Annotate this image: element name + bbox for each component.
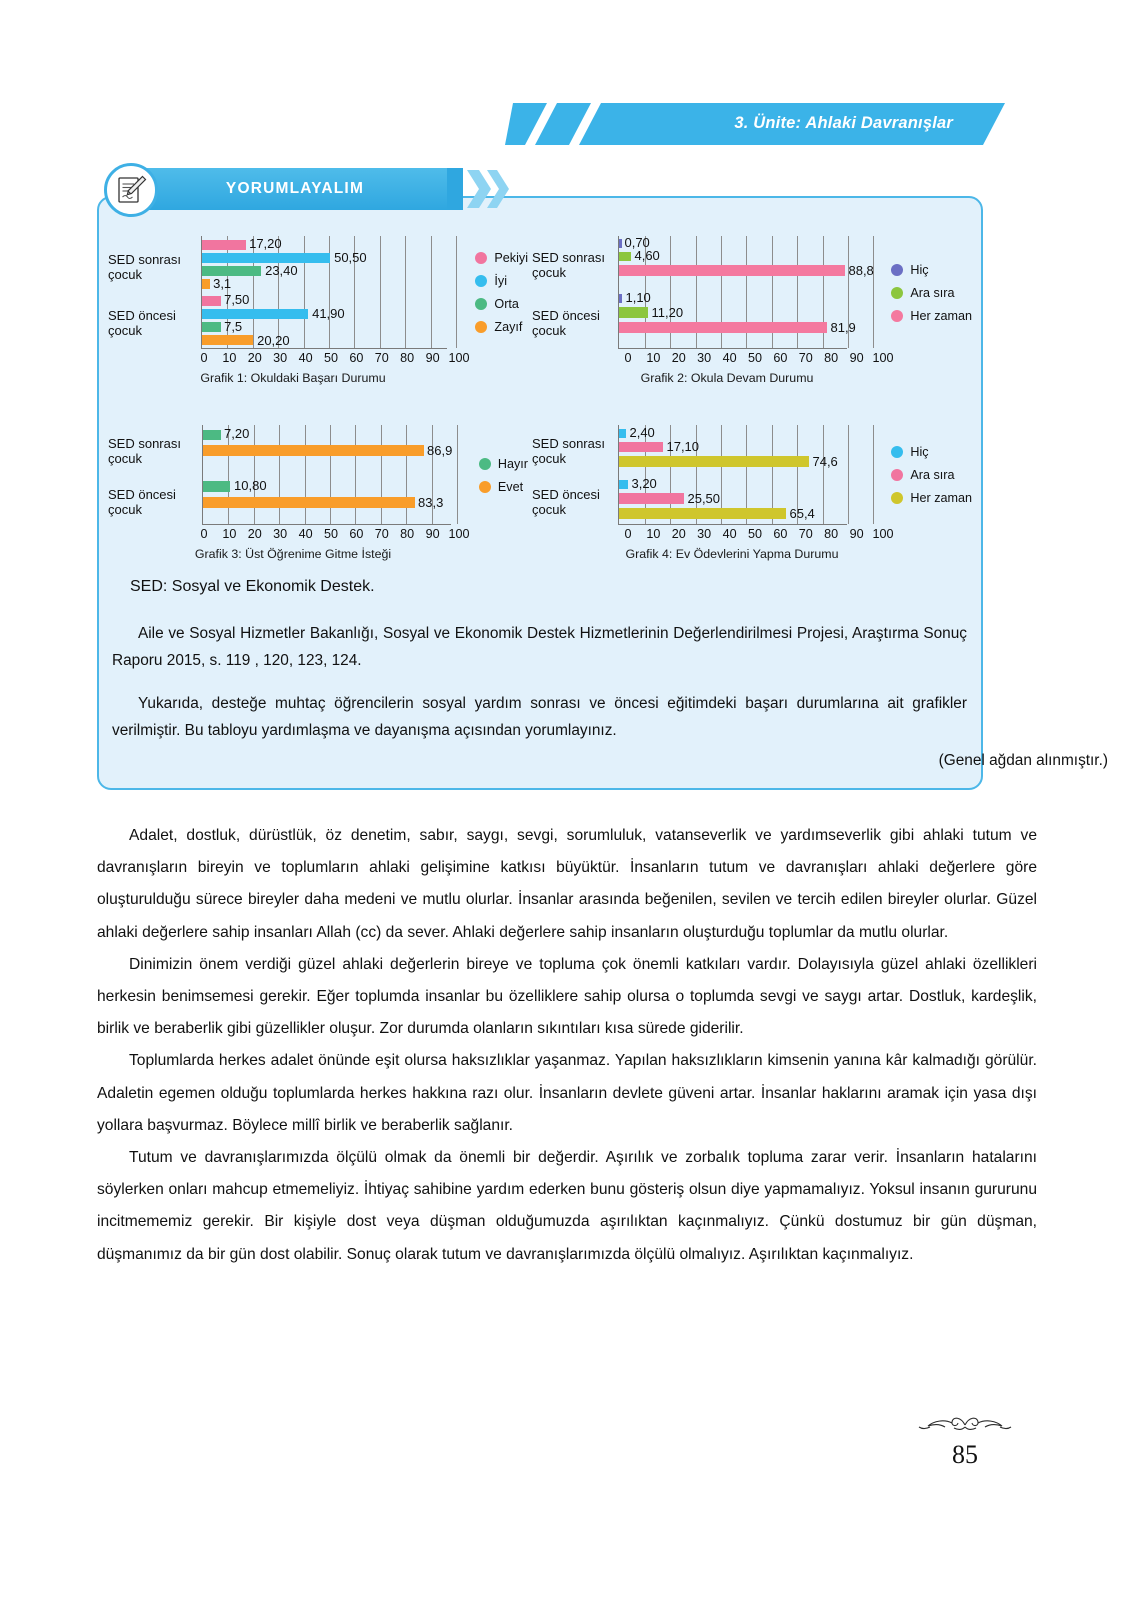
- main-body-text: [97, 820, 1037, 1271]
- axis-tick: 70: [798, 527, 813, 541]
- bar-value: 7,20: [224, 426, 250, 441]
- axis-tick: 70: [374, 527, 389, 541]
- page-footer: [905, 1412, 1025, 1470]
- legend-label: Ara sıra: [910, 285, 955, 300]
- bar-value: 20,20: [257, 333, 290, 348]
- legend-label: Zayıf: [494, 320, 523, 334]
- legend-item: [479, 457, 528, 471]
- activity-source-paragraph: [112, 620, 967, 674]
- legend-swatch: [475, 252, 487, 264]
- sed-abbreviation-note: SED: Sosyal ve Ekonomik Destek.: [130, 578, 375, 595]
- grafik-3: [108, 425, 528, 561]
- grafik-1-category-labels: [108, 236, 201, 349]
- legend-label: Pekiyi: [494, 251, 528, 265]
- axis-tick: 20: [247, 351, 262, 365]
- axis-tick: 30: [697, 351, 712, 365]
- legend-swatch: [891, 492, 903, 504]
- legend-label: Hayır: [497, 456, 528, 471]
- question-text: Yukarıda, desteğe muhtaç öğrencilerin sosyal yardım sonrası ve öncesi eğitimdeki başarı durumlarına ait grafikler verilmiştir. Bu tabloyu yardımlaşma ve dayanışma açısından yorumlayınız.: [112, 695, 967, 739]
- grafik-1-legend: [461, 236, 528, 349]
- axis-tick: 60: [349, 527, 364, 541]
- legend-item: [891, 445, 972, 459]
- axis-tick: 40: [298, 527, 313, 541]
- grafik-4-category-labels: [532, 425, 618, 525]
- grafik-3-caption: Grafik 3: Üst Öğrenime Gitme İsteği: [194, 547, 392, 561]
- bar-pekiyi-oncesi: [202, 296, 221, 306]
- axis-tick: 40: [722, 527, 737, 541]
- grafik-3-x-axis: [200, 527, 470, 545]
- grafik-1-plot: [201, 236, 447, 349]
- category-label: SED sonrası çocuk: [532, 436, 605, 466]
- legend-label: Her zaman: [910, 491, 972, 505]
- bar-hic-sonrasi: [619, 239, 621, 248]
- grafik-3-category-labels: [108, 425, 202, 525]
- axis-tick: 0: [200, 351, 208, 365]
- unit-title: 3. Ünite: Ahlaki Davranışlar: [734, 114, 953, 132]
- legend-swatch: [891, 287, 903, 299]
- bar-value: 3,1: [213, 276, 232, 291]
- bar-value: 81,9: [830, 320, 856, 335]
- bar-value: 88,8: [848, 263, 874, 278]
- axis-tick: 70: [374, 351, 389, 365]
- axis-tick: 20: [247, 527, 262, 541]
- axis-tick: 100: [872, 527, 894, 541]
- bar-herzaman-sonrasi: [619, 265, 845, 276]
- grafik-2-x-axis: [624, 351, 894, 369]
- legend-swatch: [891, 446, 903, 458]
- grafik-2-legend: [877, 236, 972, 349]
- legend-item: [891, 263, 972, 277]
- unit-banner: [505, 103, 1005, 145]
- bar-value: 17,20: [249, 236, 282, 251]
- bar-iyi-oncesi: [202, 309, 308, 319]
- category-label: SED sonrası çocuk: [108, 252, 181, 282]
- source-text: Aile ve Sosyal Hizmetler Bakanlığı, Sosyal ve Ekonomik Destek Hizmetlerinin Değerlendirilmesi Projesi, Araştırma Sonuç Raporu 2015, s. 119 , 120, 123, 124.: [112, 625, 967, 669]
- activity-credit: (Genel ağdan alınmıştır.): [938, 752, 1108, 769]
- legend-item: [891, 468, 972, 482]
- bar-pekiyi-sonrasi: [202, 240, 246, 250]
- axis-tick: 20: [671, 527, 686, 541]
- legend-swatch: [479, 458, 491, 470]
- bar-orta-sonrasi: [202, 266, 261, 276]
- axis-tick: 60: [349, 351, 364, 365]
- grafik-2: [532, 236, 972, 385]
- grafik-4-x-axis: [624, 527, 894, 545]
- legend-label: Hiç: [910, 262, 929, 277]
- grafik-4: [532, 425, 972, 561]
- grafik-2-plot: [618, 235, 874, 349]
- bar-value: 74,6: [812, 454, 838, 469]
- bar-value: 4,60: [634, 248, 660, 263]
- activity-header: [140, 168, 450, 210]
- legend-label: Hiç: [910, 445, 929, 459]
- legend-swatch: [479, 481, 491, 493]
- bar-value: 65,4: [789, 506, 815, 521]
- bar-hic-sonrasi: [619, 429, 625, 438]
- axis-tick: 10: [646, 351, 661, 365]
- legend-label: Evet: [497, 479, 524, 494]
- axis-tick: 80: [400, 527, 415, 541]
- legend-item: [891, 286, 972, 300]
- bar-value: 11,20: [651, 305, 684, 320]
- bar-value: 3,20: [631, 476, 657, 491]
- legend-item: [475, 297, 528, 311]
- bar-value: 17,10: [666, 439, 700, 454]
- axis-tick: 30: [273, 351, 288, 365]
- grafik-1-x-axis: [200, 351, 470, 369]
- grafik-4-legend: [877, 425, 972, 525]
- bar-arasira-oncesi: [619, 307, 647, 318]
- axis-tick: 70: [798, 351, 813, 365]
- legend-swatch: [891, 310, 903, 322]
- axis-tick: 90: [849, 351, 864, 365]
- bar-arasira-oncesi: [619, 493, 684, 504]
- bar-herzaman-sonrasi: [619, 456, 809, 467]
- bar-iyi-sonrasi: [202, 253, 330, 263]
- legend-swatch: [891, 469, 903, 481]
- legend-item: [475, 274, 528, 288]
- grafik-3-plot: [202, 425, 451, 525]
- axis-tick: 0: [200, 527, 208, 541]
- category-label: SED öncesi çocuk: [532, 487, 600, 517]
- axis-tick: 30: [697, 527, 712, 541]
- axis-tick: 90: [425, 527, 440, 541]
- legend-swatch: [891, 264, 903, 276]
- bar-arasira-sonrasi: [619, 442, 662, 452]
- bar-herzaman-oncesi: [619, 322, 827, 333]
- bar-value: 10,80: [234, 478, 267, 493]
- axis-tick: 80: [824, 351, 839, 365]
- bar-hayir-sonrasi: [203, 430, 221, 440]
- bar-value: 2,40: [629, 425, 655, 440]
- axis-tick: 50: [747, 527, 763, 541]
- bar-arasira-sonrasi: [619, 252, 631, 261]
- bar-zayif-sonrasi: [202, 279, 210, 289]
- axis-tick: 50: [323, 351, 339, 365]
- bar-value: 86,9: [427, 443, 453, 458]
- legend-label: Orta: [494, 297, 519, 311]
- grafik-3-legend: [465, 425, 528, 525]
- axis-tick: 100: [448, 527, 470, 541]
- category-label: SED öncesi çocuk: [532, 308, 600, 338]
- grafik-4-plot: [618, 425, 847, 525]
- bar-value: 7,50: [224, 292, 250, 307]
- axis-tick: 100: [872, 351, 894, 365]
- axis-tick: 0: [624, 527, 632, 541]
- page-number: 85: [952, 1440, 978, 1469]
- body-paragraph: Toplumlarda herkes adalet önünde eşit olursa haksızlıklar yaşanmaz. Yapılan haksızlıkların kimsenin yanına kâr kalmadığı görülür. Adaletin egemen olduğu toplumlarda herkes hakkına razı olur. İnsanların devlete güveni artar. İnsanlar haklarını aramak için yasa dışı yollara başvurmaz. Böylece millî birlik ve beraberlik sağlanır.: [97, 1052, 1037, 1134]
- legend-label: İyi: [494, 274, 507, 288]
- category-label: SED sonrası çocuk: [108, 436, 181, 466]
- bar-value: 50,50: [334, 250, 367, 265]
- axis-tick: 90: [425, 351, 440, 365]
- legend-item: [475, 251, 528, 265]
- bar-value: 23,40: [265, 263, 298, 278]
- bar-orta-oncesi: [202, 322, 221, 332]
- axis-tick: 50: [323, 527, 339, 541]
- axis-tick: 10: [222, 351, 237, 365]
- bar-value: 1,10: [625, 290, 651, 305]
- bar-evet-sonrasi: [203, 445, 424, 456]
- bar-value: 0,70: [624, 235, 650, 250]
- axis-tick: 20: [671, 351, 686, 365]
- bar-hic-oncesi: [619, 480, 627, 489]
- legend-swatch: [475, 298, 487, 310]
- axis-tick: 90: [849, 527, 864, 541]
- axis-tick: 80: [824, 527, 839, 541]
- bar-hayir-oncesi: [203, 481, 230, 492]
- legend-swatch: [475, 275, 487, 287]
- category-label: SED öncesi çocuk: [108, 308, 176, 338]
- category-label: SED öncesi çocuk: [108, 487, 176, 517]
- axis-tick: 80: [400, 351, 415, 365]
- axis-tick: 40: [298, 351, 313, 365]
- legend-item: [479, 480, 528, 494]
- bar-value: 7,5: [224, 319, 243, 334]
- flourish-ornament-icon: [910, 1412, 1020, 1434]
- grafik-2-category-labels: [532, 236, 618, 349]
- bar-zayif-oncesi: [202, 335, 253, 345]
- grafik-4-caption: Grafik 4: Ev Ödevlerini Yapma Durumu: [625, 547, 839, 561]
- category-label: SED sonrası çocuk: [532, 250, 605, 280]
- legend-swatch: [475, 321, 487, 333]
- axis-tick: 100: [448, 351, 470, 365]
- legend-item: [475, 320, 528, 334]
- header-chevrons-decoration: [447, 168, 517, 210]
- bar-hic-oncesi: [619, 294, 622, 303]
- note-pencil-icon: [104, 163, 158, 217]
- activity-question-paragraph: [112, 690, 967, 744]
- grafik-1: [108, 236, 528, 385]
- grafik-1-caption: Grafik 1: Okuldaki Başarı Durumu: [200, 371, 386, 385]
- legend-item: [891, 309, 972, 323]
- axis-tick: 0: [624, 351, 632, 365]
- axis-tick: 40: [722, 351, 737, 365]
- axis-tick: 60: [773, 527, 788, 541]
- axis-tick: 60: [773, 351, 788, 365]
- bar-evet-oncesi: [203, 497, 415, 508]
- grafik-2-caption: Grafik 2: Okula Devam Durumu: [640, 371, 814, 385]
- axis-tick: 50: [747, 351, 763, 365]
- bar-value: 83,3: [418, 495, 444, 510]
- body-paragraph: Dinimizin önem verdiği güzel ahlaki değerlerin bireye ve topluma çok önemli katkıları vardır. Dolayısıyla güzel ahlaki özellikleri herkesin benimsemesi gerekir. Eğer toplumda insanlar bu özelliklere sahip olursa o toplumda sevgi ve saygı artar. Dostluk, kardeşlik, birlik ve beraberlik gibi güzellikler oluşur. Zor durumda olanların sıkıntıları kısa sürede giderilir.: [97, 955, 1037, 1038]
- axis-tick: 10: [222, 527, 237, 541]
- legend-label: Her zaman: [910, 308, 972, 323]
- bar-value: 25,50: [687, 491, 721, 506]
- bar-value: 41,90: [312, 306, 345, 321]
- activity-title: YORUMLAYALIM: [225, 180, 365, 197]
- axis-tick: 30: [273, 527, 288, 541]
- legend-item: [891, 491, 972, 505]
- bar-herzaman-oncesi: [619, 508, 785, 519]
- axis-tick: 10: [646, 527, 661, 541]
- legend-label: Ara sıra: [910, 468, 955, 482]
- body-paragraph: Tutum ve davranışlarımızda ölçülü olmak da önemli bir değerdir. Aşırılık ve zorbalık topluma zarar verir. İnsanların hatalarını söylerken onları mahcup etmemeliyiz. İhtiyaç sahibine yardım ederken bunu gösteriş olsun diye yapmamalıyız. Yoksul insanın gururunu incitmememiz gerekir. Bir kişiyle dost veya düşman olduğumuzda aşırılıktan kaçınmalıyız. Çünkü dostumuz bir gün düşman, düşmanımız da bir gün dost olabilir. Sonuç olarak tutum ve davranışlarımızda ölçülü olmalıyız. Aşırılıktan kaçınmalıyız.: [97, 1149, 1037, 1263]
- body-paragraph: Adalet, dostluk, dürüstlük, öz denetim, sabır, saygı, sevgi, sorumluluk, vatanseverlik ve yardımseverlik gibi ahlaki tutum ve davranışların bireyin ve toplumların ahlaki gelişimine katkısı büyüktür. İnsanların tutum ve davranışları ahlaki değerlere göre oluşturulduğu sürece bireyler daha medeni ve mutlu olurlar. İnsanlar arasında beğenilen, sevilen ve tercih edilen bireyler olurlar. Güzel ahlaki değerlere sahip insanları Allah (cc) da sever. Ahlaki değerlere sahip insanların oluşturduğu toplumlar da mutlu olurlar.: [97, 827, 1037, 941]
